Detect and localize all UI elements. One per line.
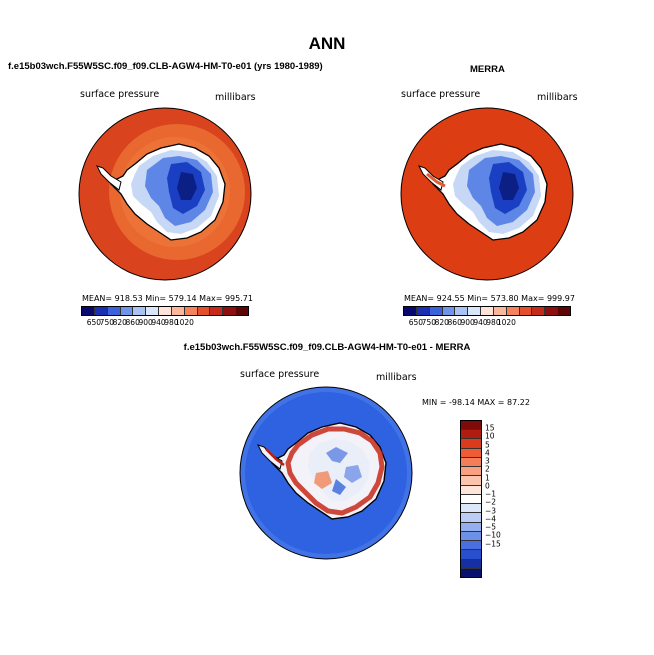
colorbar-swatch [520,307,533,315]
model-panel-title: f.e15b03wch.F55W5SC.f09_f09.CLB-AGW4-HM-T0-e01 (yrs 1980-1989) [8,61,323,72]
colorbar-tick-label: 15 [485,423,495,433]
colorbar-swatch [461,476,481,485]
diff-panel-title: f.e15b03wch.F55W5SC.f09_f09.CLB-AGW4-HM-T0-e01 - MERRA [183,342,471,353]
colorbar-swatch [223,307,236,315]
colorbar-swatch [558,307,570,315]
model-colorbar [81,306,249,326]
colorbar-swatch [417,307,430,315]
colorbar-tick-label: 820 [434,318,449,327]
colorbar-tick-label: 820 [112,318,127,327]
colorbar-swatch [108,307,121,315]
colorbar-swatch [461,532,481,541]
colorbar-tick-label: −1 [485,489,497,499]
colorbar-tick-label: 2 [485,464,490,474]
colorbar-tick-label: 4 [485,448,490,458]
model-units-label: millibars [215,92,256,103]
obs-stats: MEAN= 924.55 Min= 573.80 Max= 999.97 [404,294,575,303]
colorbar-swatch [461,449,481,458]
colorbar-swatch [461,467,481,476]
colorbar-swatch [532,307,545,315]
obs-units-label: millibars [537,92,578,103]
colorbar-tick-label: 980 [164,318,179,327]
colorbar-tick-label: 1020 [496,318,516,327]
obs-variable-label: surface pressure [401,89,481,100]
colorbar-tick-label: 750 [99,318,115,327]
colorbar-swatch [404,307,417,315]
colorbar-swatch [95,307,108,315]
colorbar-swatch [507,307,520,315]
colorbar-swatch [159,307,172,315]
diff-colorbar [460,420,482,578]
colorbar-swatch [198,307,211,315]
colorbar-swatch [545,307,558,315]
colorbar-tick-label: 650 [408,318,424,327]
colorbar-swatch [461,541,481,550]
colorbar-tick-label: −10 [485,530,501,540]
colorbar-swatch [455,307,468,315]
colorbar-swatch [236,307,248,315]
obs-colorbar [403,306,571,326]
colorbar-swatch [468,307,481,315]
colorbar-tick-label: 860 [125,318,140,327]
colorbar-swatch [461,486,481,495]
colorbar-tick-label: 940 [151,318,166,327]
colorbar-tick-label: −5 [485,522,497,532]
colorbar-swatch [461,421,481,430]
colorbar-swatch [461,569,481,577]
colorbar-swatch [461,550,481,559]
colorbar-swatch [430,307,443,315]
model-polar-map [75,104,255,284]
obs-colorbar-labels [403,316,571,326]
colorbar-swatch [494,307,507,315]
colorbar-tick-label: 980 [486,318,501,327]
colorbar-swatch [461,439,481,448]
colorbar-tick-label: −3 [485,506,497,516]
obs-panel-title: MERRA [470,64,505,75]
colorbar-tick-label: 900 [138,318,153,327]
colorbar-swatch [481,307,494,315]
colorbar-tick-label: 750 [421,318,437,327]
colorbar-tick-label: −2 [485,497,497,507]
colorbar-swatch [172,307,185,315]
colorbar-tick-label: 860 [447,318,462,327]
colorbar-swatch [210,307,223,315]
diff-variable-label: surface pressure [240,369,320,380]
colorbar-swatch [443,307,456,315]
colorbar-swatch [461,430,481,439]
colorbar-swatch [461,560,481,569]
colorbar-tick-label: 650 [86,318,102,327]
model-colorbar-swatches [81,306,249,316]
colorbar-tick-label: 5 [485,440,490,450]
diff-colorbar-labels [485,420,515,560]
colorbar-tick-label: 3 [485,456,490,466]
diff-stats: MIN = -98.14 MAX = 87.22 [422,398,530,407]
diff-polar-map [236,383,416,563]
colorbar-swatch [461,504,481,513]
colorbar-tick-label: 0 [485,481,490,491]
colorbar-tick-label: 1 [485,473,490,483]
colorbar-tick-label: 900 [460,318,475,327]
colorbar-swatch [461,513,481,522]
colorbar-swatch [133,307,146,315]
colorbar-tick-label: 10 [485,431,495,441]
colorbar-tick-label: 1020 [174,318,194,327]
colorbar-swatch [461,523,481,532]
obs-colorbar-swatches [403,306,571,316]
diff-units-label: millibars [376,372,417,383]
colorbar-swatch [461,495,481,504]
model-colorbar-labels [81,316,249,326]
colorbar-swatch [146,307,159,315]
model-stats: MEAN= 918.53 Min= 579.14 Max= 995.71 [82,294,253,303]
figure-title: ANN [308,34,346,53]
colorbar-swatch [121,307,134,315]
colorbar-swatch [82,307,95,315]
model-variable-label: surface pressure [80,89,160,100]
colorbar-tick-label: −15 [485,539,501,549]
colorbar-swatch [461,458,481,467]
colorbar-swatch [185,307,198,315]
colorbar-tick-label: −4 [485,514,497,524]
obs-polar-map [397,104,577,284]
colorbar-tick-label: 940 [473,318,488,327]
